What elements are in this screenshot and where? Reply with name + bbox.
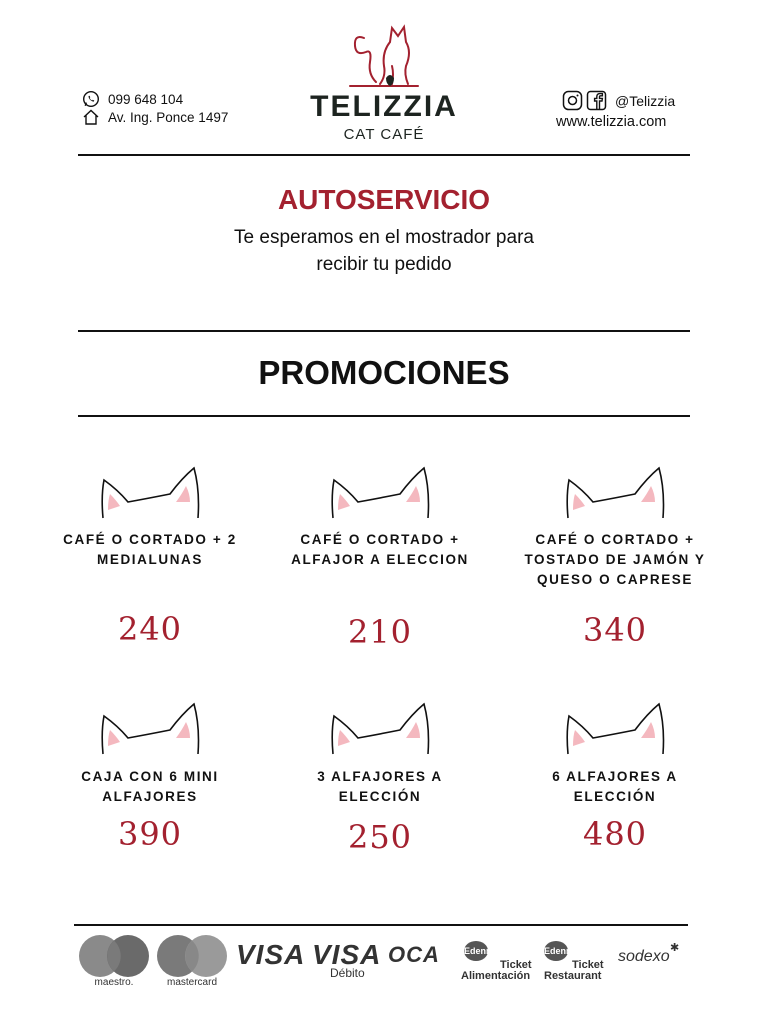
promo-item (50, 466, 250, 648)
visa-debit-logo: VISA (312, 939, 382, 970)
edenred-ticket-label: Ticket (500, 959, 532, 971)
sodexo-logo: sodexo (618, 948, 670, 965)
oca-logo: OCA (388, 942, 440, 967)
promo-price: 240 (117, 610, 183, 648)
promo-description: 6 ALFAJORES A ELECCIÓN (552, 769, 678, 804)
promo-item (280, 466, 480, 651)
cat-logo-icon (346, 22, 422, 92)
promo-description: CAFÉ O CORTADO + 2 MEDIALUNAS (63, 532, 237, 567)
visa-logo: VISA (236, 939, 306, 970)
edenred-logo-text: Edenred (464, 946, 501, 956)
edenred-ticket-label: Ticket (572, 959, 604, 971)
promo-item (515, 466, 715, 649)
cat-ears-icon (98, 702, 202, 756)
promo-item (280, 702, 480, 862)
edenred-alimentacion-label: Alimentación (461, 970, 531, 982)
edenred-logo-text: Edenred (544, 946, 581, 956)
divider (78, 415, 690, 417)
facebook-icon[interactable] (586, 90, 607, 111)
maestro-logo-icon (78, 934, 150, 978)
promo-item (515, 702, 715, 862)
cat-ears-icon (563, 466, 667, 520)
edenred-restaurant-label: Restaurant (544, 970, 602, 982)
brand-subtitle: CAT CAFÉ (343, 126, 425, 143)
mastercard-logo-icon (156, 934, 228, 978)
autoservicio-text: Te esperamos en el mostrador para recibir tu pedido (234, 227, 534, 275)
promo-description: CAFÉ O CORTADO + TOSTADO DE JAMÓN Y QUESO O CAPRESE (524, 532, 706, 587)
cat-ears-icon (563, 702, 667, 756)
cat-ears-icon (98, 466, 202, 520)
cat-ears-icon (328, 702, 432, 756)
visa-debit-label: Débito (330, 966, 365, 980)
divider (78, 154, 690, 156)
divider (74, 924, 688, 926)
promotions-title: PROMOCIONES (258, 354, 510, 391)
promo-description: CAJA CON 6 MINI ALFAJORES (81, 769, 219, 804)
maestro-label: maestro. (94, 977, 134, 988)
promo-price: 340 (582, 611, 648, 649)
instagram-icon[interactable] (562, 90, 583, 111)
autoservicio-title: AUTOSERVICIO (277, 184, 491, 215)
promo-price: 480 (582, 815, 648, 853)
promo-price: 250 (347, 818, 413, 856)
phone-number[interactable]: 099 648 104 (108, 91, 184, 107)
website-link[interactable]: www.telizzia.com (556, 114, 667, 130)
brand-name: TELIZZIA (310, 90, 458, 123)
promo-price: 390 (117, 815, 183, 853)
mastercard-label: mastercard (166, 977, 217, 988)
promo-price: 210 (347, 613, 413, 651)
website-line (556, 114, 666, 130)
cat-ears-icon (328, 466, 432, 520)
promo-item (50, 702, 250, 862)
social-line (562, 90, 675, 111)
divider (78, 330, 690, 332)
social-handle[interactable]: @Telizzia (615, 92, 676, 109)
promo-description: CAFÉ O CORTADO + ALFAJOR A ELECCION (291, 532, 469, 567)
address: Av. Ing. Ponce 1497 (108, 109, 229, 125)
promo-description: 3 ALFAJORES A ELECCIÓN (317, 769, 443, 804)
sodexo-star-icon: ✱ (670, 942, 680, 954)
